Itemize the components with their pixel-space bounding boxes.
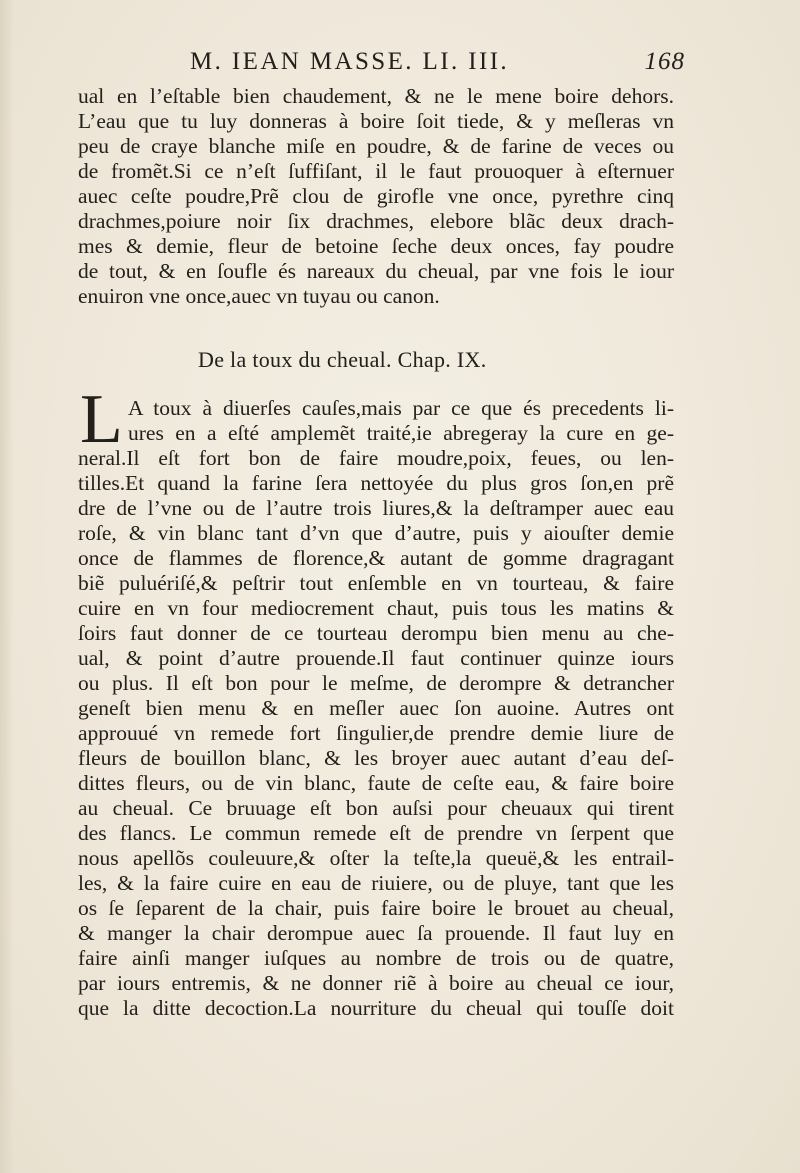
text-line: des flancs. Le commun remede eſt de prendre vn ſerpent que <box>78 821 674 845</box>
text-line: que la ditte decoction.La nourriture du cheual qui touſſe doit <box>78 996 674 1020</box>
text-line: drachmes,poiure noir ſix drachmes, elebore blãc deux drach- <box>78 209 674 233</box>
text-line: ures en a eſté amplemẽt traité,ie abregeray la cure en ge- <box>128 421 674 445</box>
text-line: approuué vn remede fort ſingulier,de prendre demie liure de <box>78 721 674 745</box>
text-line: A toux à diuerſes cauſes,mais par ce que és precedents li- <box>128 396 674 420</box>
drop-cap-initial: L <box>80 381 123 458</box>
text-line: dre de l’vne ou de l’autre trois liures,& la deſtramper auec eau <box>78 496 674 520</box>
text-line: neral.Il eſt fort bon de faire moudre,poix, feues, ou len- <box>78 446 674 470</box>
text-line: cuire en vn four mediocrement chaut, puis tous les matins & <box>78 596 674 620</box>
chapter-heading: De la toux du cheual. Chap. IX. <box>198 347 487 372</box>
text-line: faire ainſi manger iuſques au nombre de trois ou de quatre, <box>78 946 674 970</box>
text-line: ou plus. Il eſt bon pour le meſme, de derompre & detrancher <box>78 671 674 695</box>
text-line: au cheual. Ce bruuage eſt bon auſsi pour cheuaux qui tirent <box>78 796 674 820</box>
text-line: les, & la faire cuire en eau de riuiere, ou de pluye, tant que les <box>78 871 674 895</box>
text-line: biẽ puluériſé,& peſtrir tout enſemble en vn tourteau, & faire <box>78 571 674 595</box>
running-head: M. IEAN MASSE. LI. III. <box>190 48 510 75</box>
text-line: fleurs de bouillon blanc, & les broyer auec autant d’eau deſ- <box>78 746 674 770</box>
text-line: L’eau que tu luy donneras à boire ſoit tiede, & y meſleras vn <box>78 109 674 133</box>
text-line: ual en l’eſtable bien chaudement, & ne le mene boire dehors. <box>78 84 674 108</box>
text-line: geneſt bien menu & en meſler auec ſon auoine. Autres ont <box>78 696 674 720</box>
page-gutter-shadow <box>0 0 14 1173</box>
text-line: dittes fleurs, ou de vin blanc, faute de ceſte eau, & faire boire <box>78 771 674 795</box>
text-line: once de flammes de florence,& autant de gomme dragragant <box>78 546 674 570</box>
text-line: os ſe ſeparent de la chair, puis faire boire le brouet au cheual, <box>78 896 674 920</box>
text-line: peu de craye blanche miſe en poudre, & de farine de veces ou <box>78 134 674 158</box>
text-line: nous apellõs couleuure,& oſter la teſte,la queuë,& les entrail- <box>78 846 674 870</box>
text-line: & manger la chair derompue auec ſa prouende. Il faut luy en <box>78 921 674 945</box>
text-line: de tout, & en ſoufle és nareaux du cheual, par vne fois le iour <box>78 259 674 283</box>
text-line: tilles.Et quand la farine ſera nettoyée du plus gros ſon,en prẽ <box>78 471 674 495</box>
text-line: de fromẽt.Si ce n’eſt ſuffiſant, il le faut prouoquer à eſternuer <box>78 159 674 183</box>
text-line: enuiron vne once,auec vn tuyau ou canon. <box>78 284 440 308</box>
text-line: roſe, & vin blanc tant d’vn que d’autre, puis y aiouſter demie <box>78 521 674 545</box>
paragraph-1 <box>78 84 674 309</box>
page-number: 168 <box>644 48 685 75</box>
text-line: par iours entremis, & ne donner riẽ à boire au cheual ce iour, <box>78 971 674 995</box>
text-line: ſoirs faut donner de ce tourteau derompu bien menu au che- <box>78 621 674 645</box>
text-line: ual, & point d’autre prouende.Il faut continuer quinze iours <box>78 646 674 670</box>
page-header <box>190 48 685 82</box>
text-line: mes & demie, fleur de betoine ſeche deux onces, fay poudre <box>78 234 674 258</box>
text-line: auec ceſte poudre,Prẽ clou de girofle vne once, pyrethre cinq <box>78 184 674 208</box>
paragraph-2 <box>78 396 674 1021</box>
